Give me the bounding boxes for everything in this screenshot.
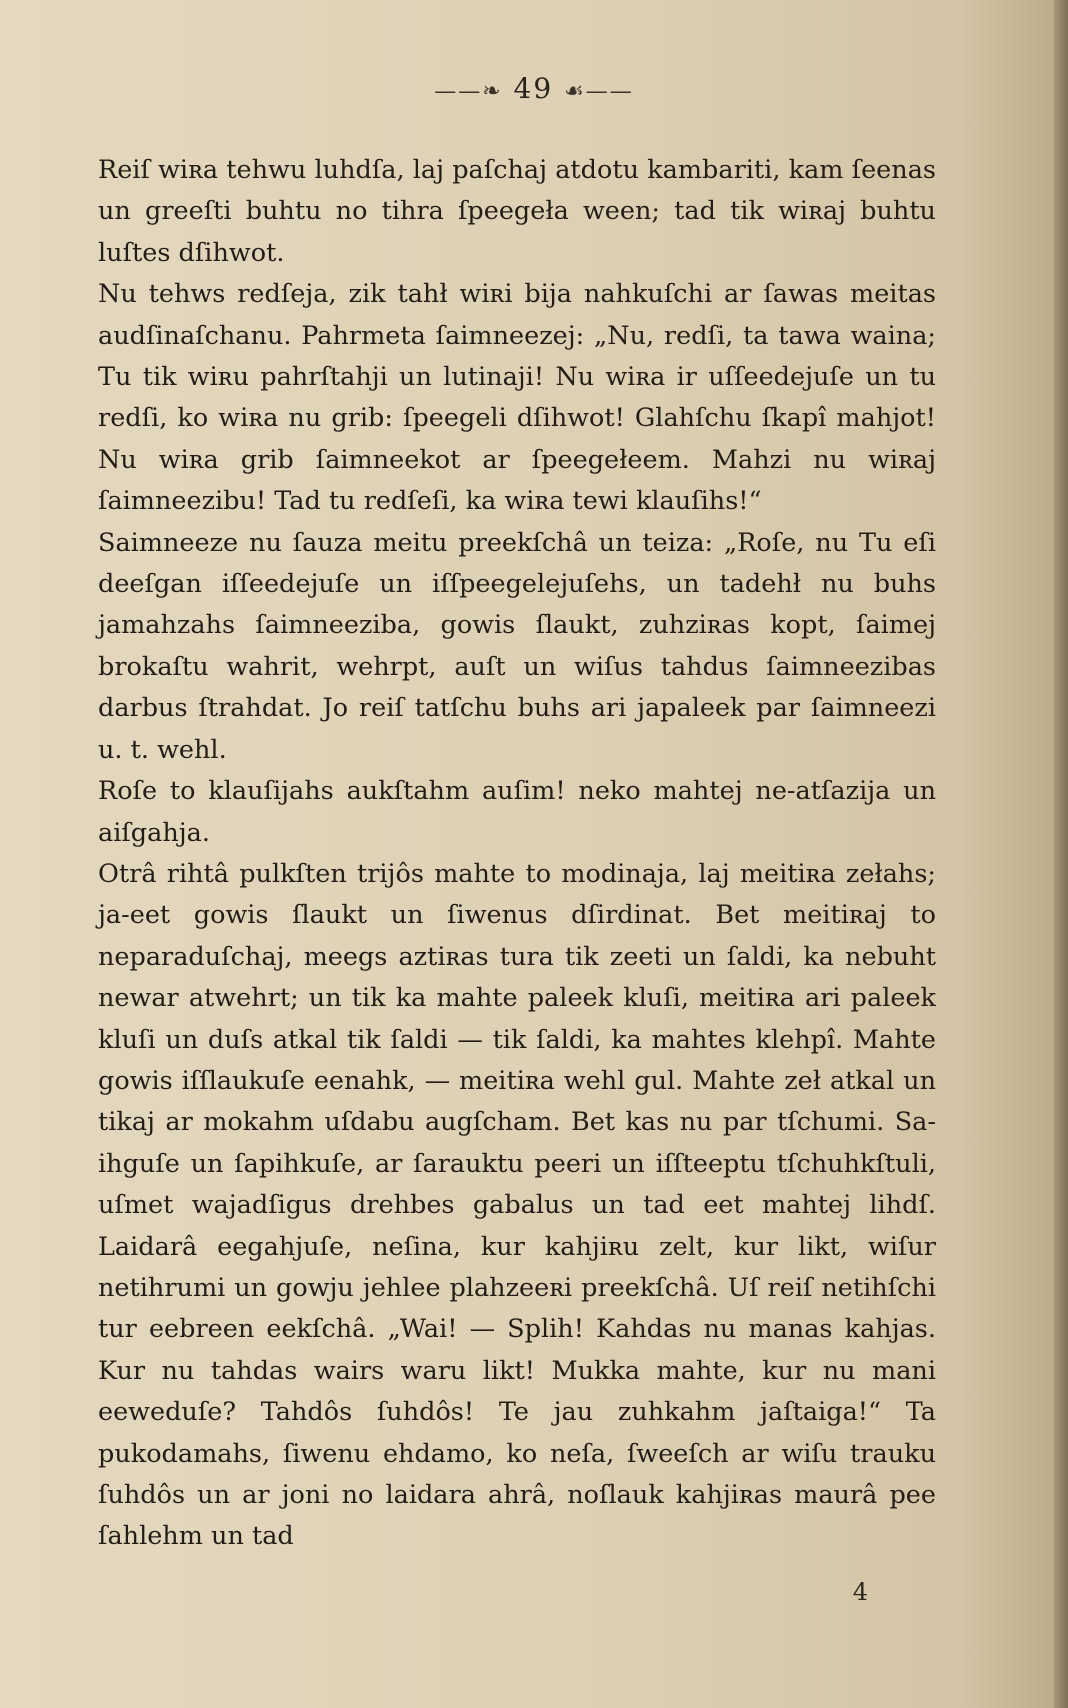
page-number: 49 — [513, 72, 554, 105]
right-ornament-icon: ☙—— — [564, 79, 634, 104]
page-edge-shadow — [1054, 0, 1068, 1708]
page-header — [0, 72, 1068, 105]
paragraph-2: Nu tehws redſeja, zik tahł wiʀi bija nahkuſchi ar ſawas meitas audſinaſchanu. Pahrmeta ſaimneezej: „Nu, redſi, ta tawa waina; Tu tik wiʀu pahrſtahji un lutinaji! Nu wiʀa ir uſſeedejuſe un tu redſi, ko wiʀa nu grib: ſpeegeli dſihwot! Glahſchu ſkapî mahjot! Nu wiʀa grib ſaimneekot ar ſpeegełeem. Mahzi nu wiʀaj ſaimneezibu! Tad tu redſeſi, ka wiʀa tewi klauſihs!“ — [98, 279, 936, 517]
paragraph-3: Saimneeze nu ſauza meitu preekſchâ un teiza: „Roſe, nu Tu eſi deeſgan iſſeedejuſe un iſſpeegelejuſehs, un tadehł nu buhs jamahzahs ſaimneeziba, gowis ſlaukt, zuhziʀas kopt, ſaimej brokaſtu wahrit, wehrpt, auſt un wiſus tahdus ſaimneezibas darbus ſtrahdat. Jo reiſ tatſchu buhs ari japaleek par ſaimneezi u. t. wehl. — [98, 527, 936, 765]
paragraph-5: Otrâ rihtâ pulkſten trijôs mahte to modinaja, laj meitiʀa zełahs; ja-eet gowis ſlaukt un ſiwenus dſirdinat. Bet meitiʀaj to neparaduſchaj, meegs aztiʀas tura tik zeeti un ſaldi, ka nebuht newar atwehrt; un tik ka mahte paleek kluſi, meitiʀa ari paleek kluſi un duſs atkal tik ſaldi — tik ſaldi, ka mahtes klehpî. Mahte gowis iſſlaukuſe eenahk, — meitiʀa wehl gul. Mahte zeł atkal un tikaj ar mokahm uſdabu augſcham. Bet kas nu par tſchumi. Sa-ihguſe un ſapihkuſe, ar ſarauktu peeri un iſſteeptu tſchuhkſtuli, uſmet wajadſigus drehbes gabalus un tad eet mahtej lihdſ. Laidarâ eegahjuſe, neſina, kur kahjiʀu zelt, kur likt, wiſur netihrumi un gowju jehlee plahzeeʀi preekſchâ. Uſ reiſ netihſchi tur eebreen eekſchâ. „Wai! — Splih! Kahdas nu manas kahjas. Kur nu tahdas wairs waru likt! Mukka mahte, kur nu mani eeweduſe? Tahdôs ſuhdôs! Te jau zuhkahm jaſtaiga!“ Ta pukodamahs, ſiwenu ehdamo, ko neſa, ſweeſch ar wiſu trauku ſuhdôs un ar joni no laidara ahrâ, noſlauk kahjiʀas maurâ pee ſahlehm un tad — [98, 858, 936, 1552]
paragraph-1: Reiſ wiʀa tehwu luhdſa, laj paſchaj atdotu kambariti, kam ſeenas un greeſti buhtu no tihra ſpeegeła ween; tad tik wiʀaj buhtu luſtes dſihwot. — [98, 155, 936, 268]
left-ornament-icon: ——❧ — [434, 79, 503, 104]
body-text — [98, 150, 936, 1558]
signature-mark: 4 — [852, 1578, 868, 1606]
paragraph-4: Roſe to klauſijahs aukſtahm auſim! neko mahtej ne-atſazija un aiſgahja. — [98, 776, 936, 848]
